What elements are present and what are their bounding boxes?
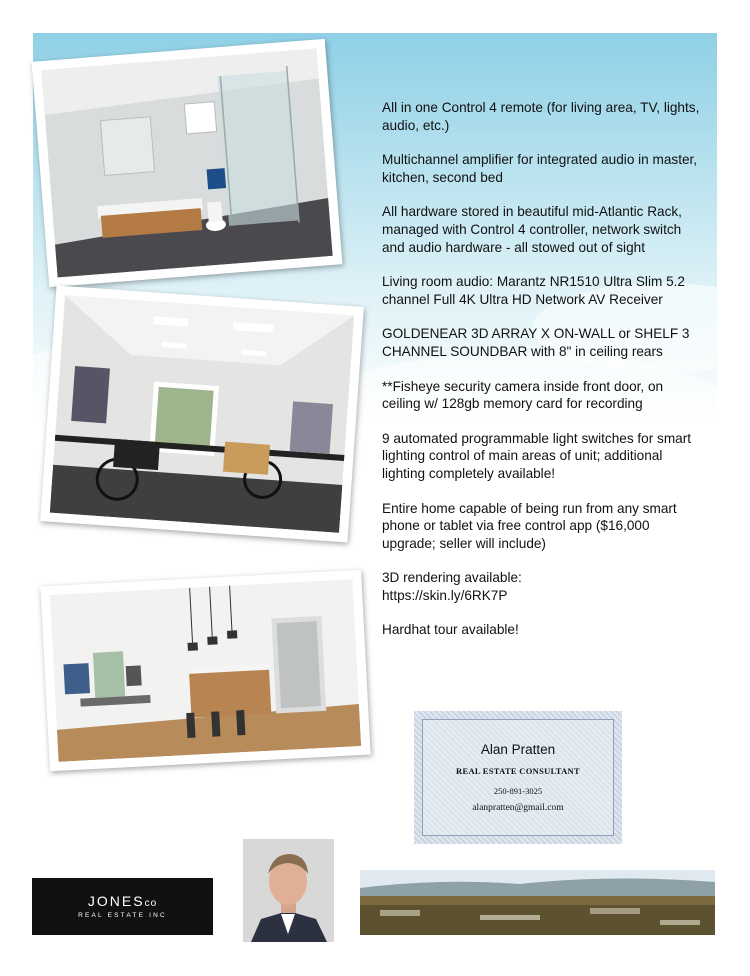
- feature-item: GOLDENEAR 3D ARRAY X ON-WALL or SHELF 3 CHANNEL SOUNDBAR with 8" in ceiling rears: [382, 326, 690, 359]
- feature-item: **Fisheye security camera inside front door, on ceiling w/ 128gb memory card for recording: [382, 378, 664, 412]
- feature-item: Hardhat tour available!: [382, 622, 519, 638]
- feature-list: [382, 99, 702, 656]
- agent-email: alanpratten@gmail.com: [472, 803, 564, 813]
- feature-item: Living room audio: Marantz NR1510 Ultra Slim 5.2 channel Full 4K Ultra HD Network AV Receiver: [382, 274, 685, 307]
- agent-headshot: [243, 839, 334, 942]
- business-card: [414, 711, 622, 844]
- feature-item: Multichannel amplifier for integrated audio in master, kitchen, second bed: [382, 152, 698, 185]
- feature-item: 3D rendering available: https://skin.ly/6RK7P: [382, 570, 522, 603]
- jonesco-logo: [32, 878, 213, 935]
- logo-main-text: JONES: [87, 893, 145, 909]
- feature-item: All hardware stored in beautiful mid-Atlantic Rack, managed with Control 4 controller, network switch and audio hardware - all stowed out of sight: [382, 204, 682, 255]
- bathroom-photo: [32, 39, 343, 287]
- logo-wordmark: [32, 893, 213, 909]
- kitchen-photo: [40, 570, 370, 772]
- feature-item: Entire home capable of being run from any smart phone or tablet via free control app ($16,000 upgrade; seller will include): [382, 500, 677, 551]
- business-card-border: [422, 719, 614, 836]
- agent-role: REAL ESTATE CONSULTANT: [456, 766, 580, 776]
- logo-suffix: co: [144, 898, 158, 909]
- agent-name: Alan Pratten: [480, 742, 556, 757]
- logo-subtitle: REAL ESTATE INC: [78, 912, 167, 919]
- bike-room-photo: [40, 286, 364, 543]
- feature-item: All in one Control 4 remote (for living area, TV, lights, audio, etc.): [382, 100, 700, 133]
- feature-item: 9 automated programmable light switches for smart lighting control of main areas of unit; additional lighting completely available!: [382, 430, 692, 481]
- aerial-city-photo: [360, 870, 715, 935]
- agent-phone: 250-891-3025: [493, 786, 543, 796]
